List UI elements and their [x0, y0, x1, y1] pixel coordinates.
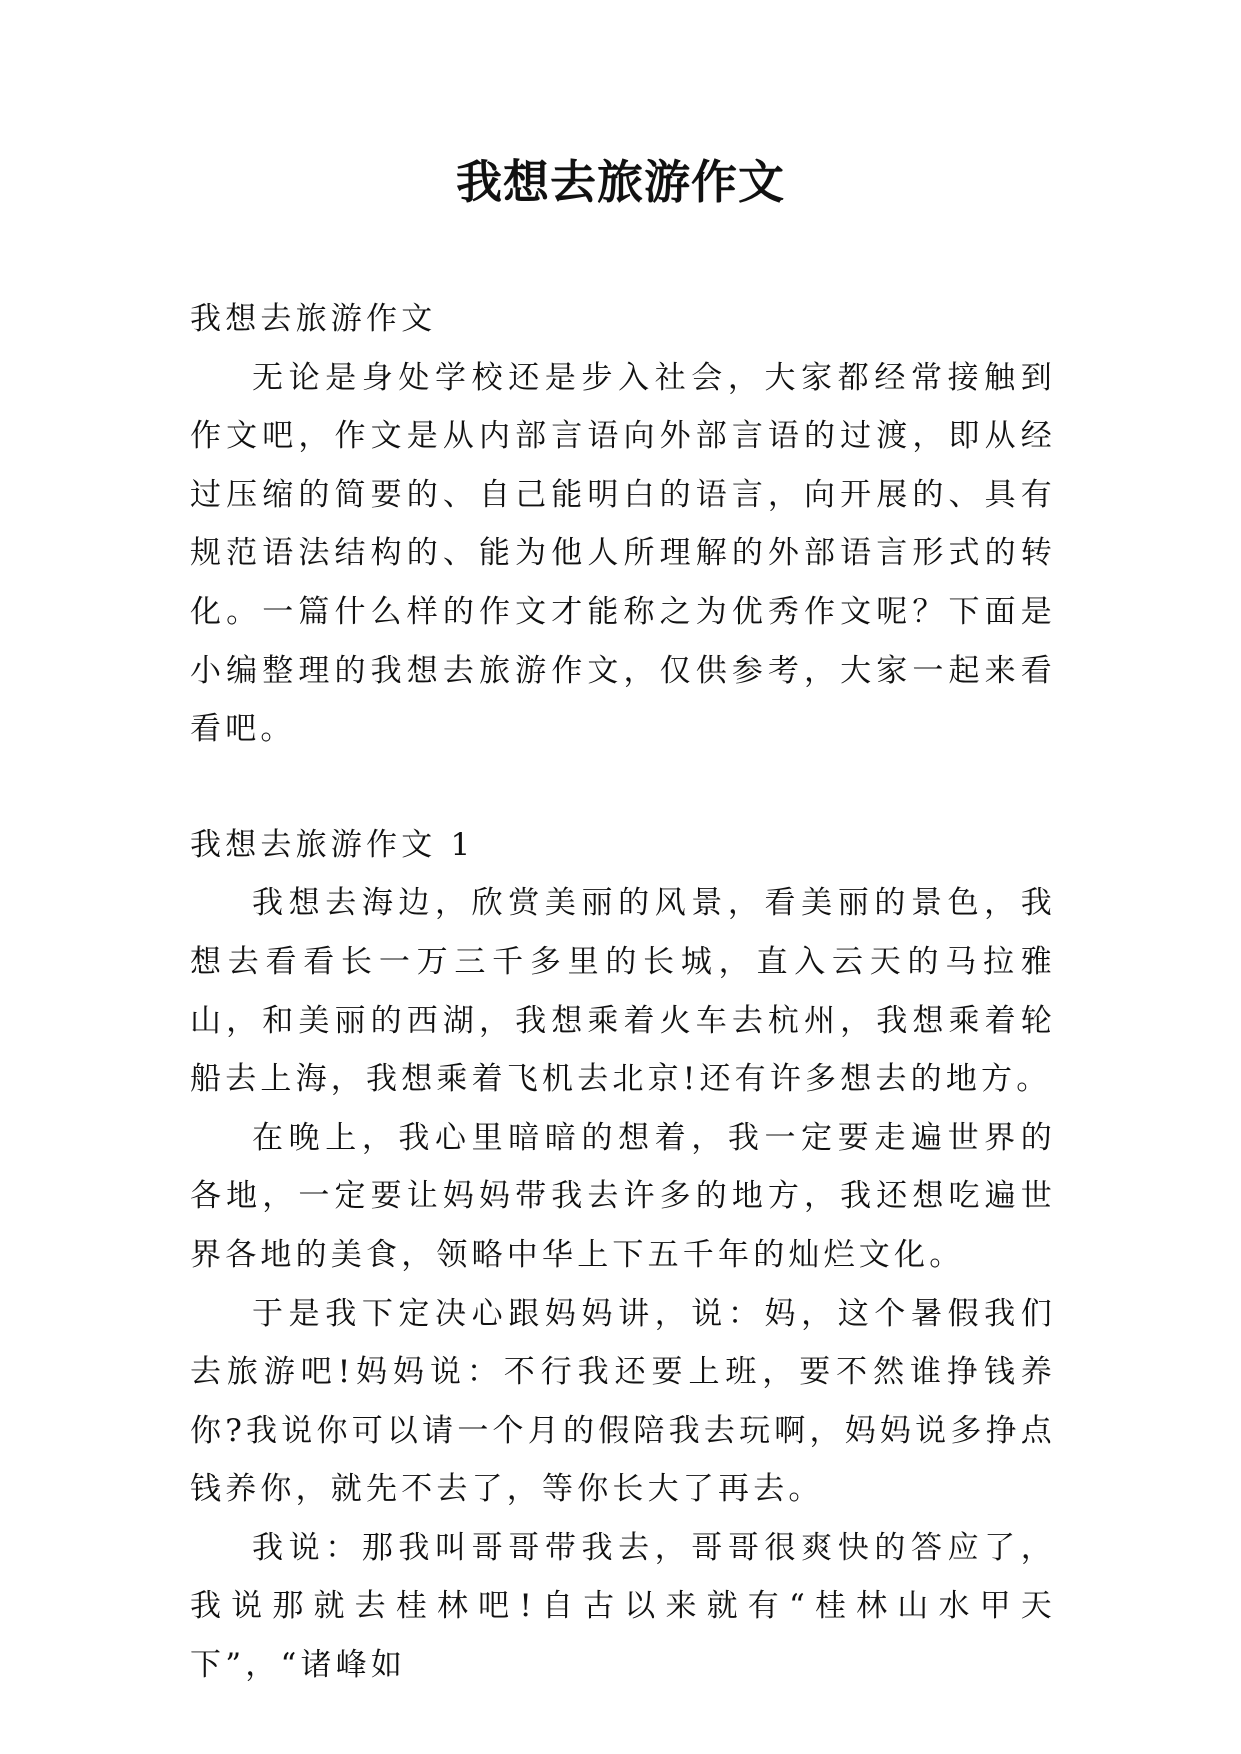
intro-paragraph: 无论是身处学校还是步入社会，大家都经常接触到作文吧，作文是从内部言语向外部言语的过渡，即从经过压缩的简要的、自己能明白的语言，向开展的、具有规范语法结构的、能为他人所理解的外部语言形式的转化。一篇什么样的作文才能称之为优秀作文呢？下面是小编整理的我想去旅游作文，仅供参考，大家一起来看看吧。 [190, 359, 1056, 748]
document-title: 我想去旅游作文 [456, 155, 785, 209]
section-1-heading: 我想去旅游作文 1 [190, 826, 475, 863]
section-1-paragraph-3: 于是我下定决心跟妈妈讲，说：妈，这个暑假我们去旅游吧!妈妈说：不行我还要上班，要不然谁挣钱养你?我说你可以请一个月的假陪我去玩啊，妈妈说多挣点钱养你，就先不去了，等你长大了再去。 [190, 1295, 1056, 1508]
section-1-paragraph-4: 我说：那我叫哥哥带我去，哥哥很爽快的答应了，我说那就去桂林吧!自古以来就有“桂林山水甲天下”，“诸峰如 [190, 1529, 1056, 1684]
section-1-paragraph-2: 在晚上，我心里暗暗的想着，我一定要走遍世界的各地，一定要让妈妈带我去许多的地方，我还想吃遍世界各地的美食，领略中华上下五千年的灿烂文化。 [190, 1119, 1056, 1273]
section-spacer [190, 759, 1056, 816]
document-body [190, 290, 1056, 1695]
intro-heading: 我想去旅游作文 [190, 301, 437, 337]
section-1-paragraph-1: 我想去海边，欣赏美丽的风景，看美丽的景色，我想去看看长一万三千多里的长城，直入云天的马拉雅山，和美丽的西湖，我想乘着火车去杭州，我想乘着轮船去上海，我想乘着飞机去北京!还有许多想去的地方。 [190, 885, 1056, 1098]
